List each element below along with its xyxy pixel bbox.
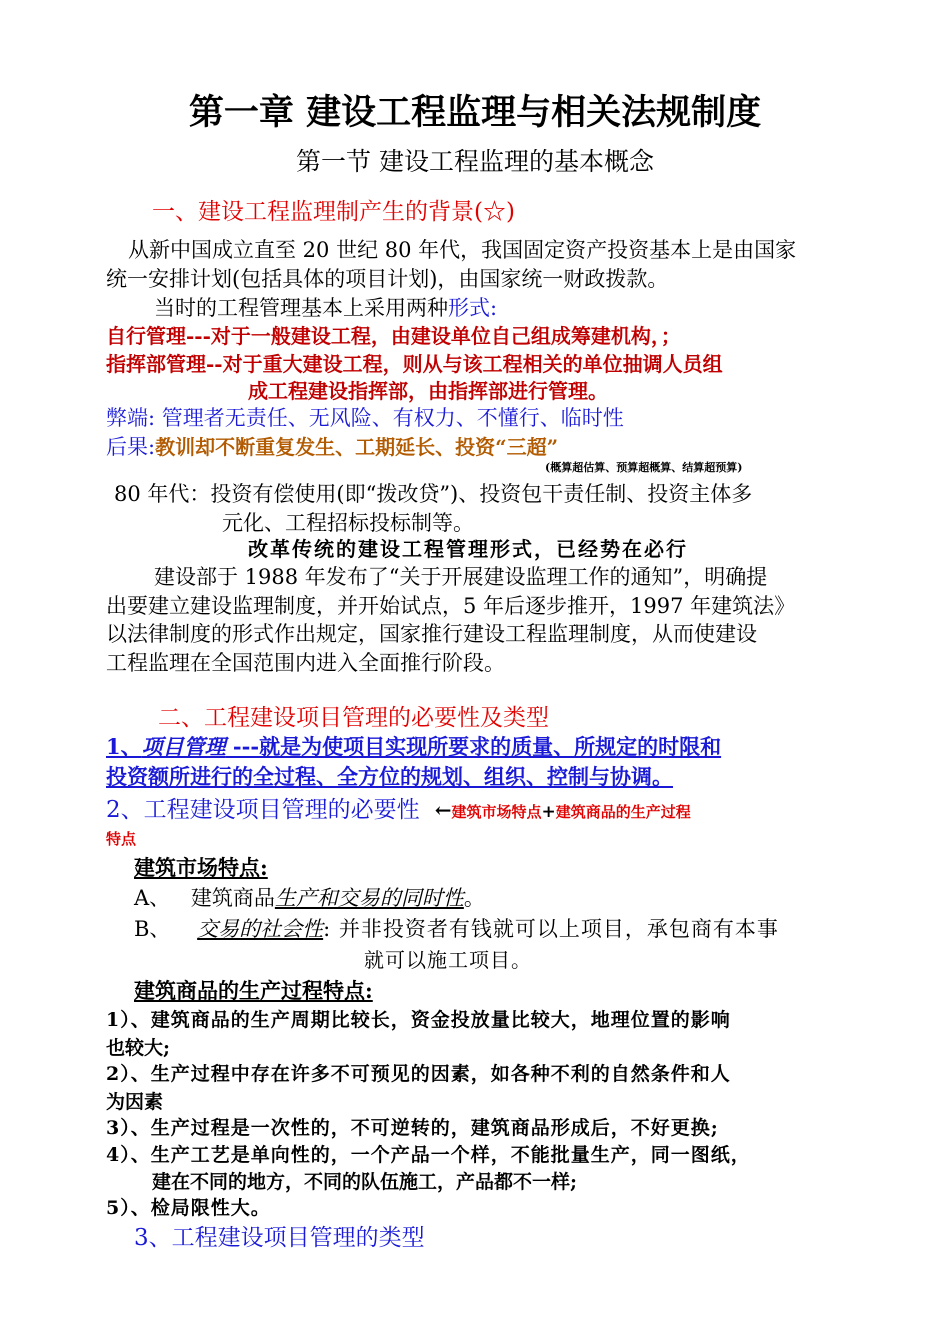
product-item-5: 5）、检局限性大。	[106, 1197, 271, 1219]
paragraph-line: 工程监理在全国范围内进入全面推行阶段。	[106, 651, 505, 675]
consequence-label: 后果:	[106, 435, 156, 459]
overrun-note: (概算超估算、预算超概算、结算超预算)	[545, 461, 743, 474]
market-b-text: : 并非投资者有钱就可以上项目，承包商有本事	[323, 917, 779, 941]
item1-definition: ---就是为使项目实现所要求的质量、所规定的时限和	[225, 734, 722, 759]
paragraph-line: 80 年代：投资有偿使用(即“拨改贷”)、投资包干责任制、投资主体多	[114, 482, 753, 506]
necessity-line	[106, 797, 691, 823]
section2-heading: 二、工程建设项目管理的必要性及类型	[158, 705, 549, 731]
paragraph-line: 元化、工程招标投标制等。	[222, 511, 474, 535]
consequence-text: 教训却不断重复发生、工期延长、投资“三超”	[155, 435, 559, 459]
project-management-definition	[106, 735, 721, 759]
product-item-4: 4）、生产工艺是单向性的，一个产品一个样，不能批量生产，同一图纸，	[106, 1144, 751, 1166]
paragraph-line: 建设部于 1988 年发布了“关于开展建设监理工作的通知”，明确提	[154, 565, 768, 589]
market-b	[134, 917, 779, 941]
forms-highlight: 形式:	[448, 296, 498, 320]
item3-heading: 3、工程建设项目管理的类型	[134, 1225, 425, 1251]
self-management-line: 自行管理---对于一般建设工程，由建设单位自己组成筹建机构，；	[106, 324, 681, 348]
item1-term: 项目管理	[141, 734, 226, 759]
item1-num: 1、	[106, 734, 142, 759]
command-management-line: 成工程建设指挥部，由指挥部进行管理。	[248, 379, 608, 403]
item2-heading: 2、工程建设项目管理的必要性	[106, 797, 420, 823]
market-heading: 建筑市场特点:	[134, 855, 268, 880]
item2-note-a: 建筑市场特点	[451, 803, 542, 821]
market-b-label: B、	[134, 917, 171, 941]
product-item-3: 3）、生产过程是一次性的，不可逆转的，建筑商品形成后，不好更换;	[106, 1117, 719, 1139]
command-management-line: 指挥部管理--对于重大建设工程，则从与该工程相关的单位抽调人员组	[106, 352, 723, 376]
left-arrow-icon: ←	[434, 798, 452, 822]
section-subtitle: 第一节 建设工程监理的基本概念	[296, 147, 654, 176]
market-a-emphasis: 生产和交易的同时性	[274, 886, 464, 910]
consequence-line	[106, 435, 558, 459]
market-a	[134, 886, 485, 910]
section1-heading: 一、建设工程监理制产生的背景(☆)	[152, 199, 515, 225]
product-item-4-cont: 建在不同的地方，不同的队伍施工，产品都不一样;	[152, 1171, 578, 1193]
product-item-1-cont: 也较大;	[106, 1037, 171, 1059]
market-b-emphasis: 交易的社会性	[197, 917, 324, 941]
market-a-label: A、	[134, 886, 171, 910]
paragraph-line: 出要建立建设监理制度，并开始试点，5 年后逐步推开，1997 年建筑法》	[106, 594, 796, 618]
market-a-prefix: 建筑商品	[190, 886, 275, 910]
paragraph-line: 统一安排计划(包括具体的项目计划)，由国家统一财政拨款。	[106, 267, 669, 291]
paragraph-line: 从新中国成立直至 20 世纪 80 年代，我国固定资产投资基本上是由国家	[128, 238, 797, 262]
market-b-cont: 就可以施工项目。	[364, 948, 532, 972]
item2-plus: +	[541, 802, 556, 822]
paragraph-line: 以法律制度的形式作出规定，国家推行建设工程监理制度，从而使建设	[106, 622, 757, 646]
reform-line: 改革传统的建设工程管理形式，已经势在必行	[248, 537, 688, 561]
item2-note-c: 特点	[106, 830, 137, 848]
item2-note-b: 建筑商品的生产过程	[555, 803, 691, 821]
forms-intro-text: 当时的工程管理基本上采用两种	[154, 296, 448, 320]
forms-intro	[154, 296, 497, 320]
product-item-1: 1）、建筑商品的生产周期比较长，资金投放量比较大，地理位置的影响	[106, 1009, 731, 1031]
market-a-end: 。	[463, 886, 485, 910]
product-item-2: 2）、生产过程中存在许多不可预见的因素，如各种不利的自然条件和人	[106, 1063, 731, 1085]
drawbacks-line: 弊端: 管理者无责任、无风险、有权力、不懂行、临时性	[106, 406, 624, 430]
product-item-2-cont: 为因素	[106, 1091, 164, 1113]
product-heading: 建筑商品的生产过程特点:	[134, 978, 373, 1003]
page-title: 第一章 建设工程监理与相关法规制度	[188, 93, 762, 133]
project-management-definition-cont: 投资额所进行的全过程、全方位的规划、组织、控制与协调。	[106, 764, 673, 789]
